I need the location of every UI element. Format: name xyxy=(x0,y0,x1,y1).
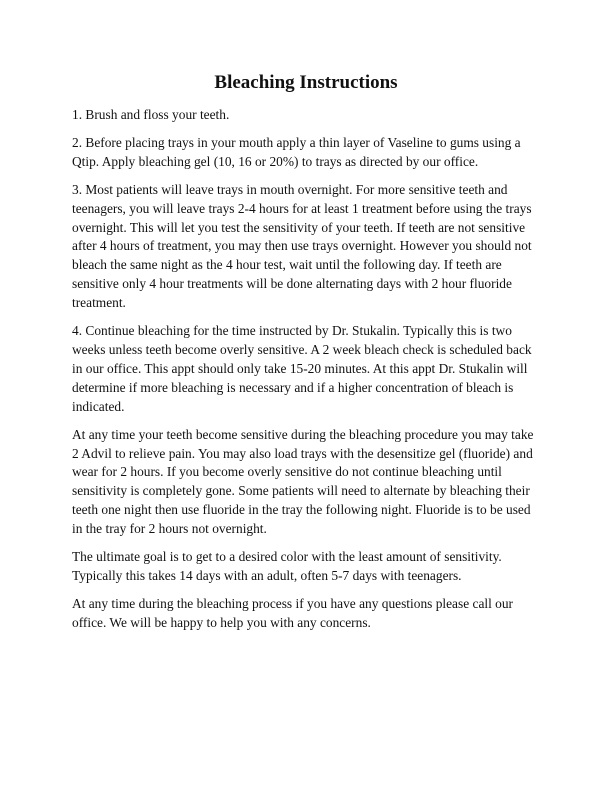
step-3-paragraph: 3. Most patients will leave trays in mouth overnight. For more sensitive teeth and teenagers, you will leave trays 2-4 hours for at least 1 treatment before using the trays overnight. This will let you test the sensitivity of your teeth. If teeth are not sensitive after 4 hours of treatment, you may then use trays overnight. However you should not bleach the same night as the 4 hour test, wait until the following day. If teeth are sensitive only 4 hour treatments will be done alternating days with 2 hour fluoride treatment. xyxy=(72,181,532,311)
document-title: Bleaching Instructions xyxy=(214,72,398,93)
sensitivity-paragraph: At any time your teeth become sensitive during the bleaching procedure you may take 2 Advil to relieve pain. You may also load trays with the desensitize gel (fluoride) and wear for 2 hours. If you become overly sensitive do not continue bleaching until sensitivity is completely gone. Some patients will need to alternate by bleaching their teeth one night then use fluoride in the tray the following night. Fluoride is to be used in the tray for 2 hours not overnight. xyxy=(72,426,534,537)
goal-paragraph: The ultimate goal is to get to a desired color with the least amount of sensitivity. Typically this takes 14 days with an adult, often 5-7 days with teenagers. xyxy=(72,549,502,583)
step-1-paragraph: 1. Brush and floss your teeth. xyxy=(72,107,230,122)
step-2-paragraph: 2. Before placing trays in your mouth apply a thin layer of Vaseline to gums using a Qtip. Apply bleaching gel (10, 16 or 20%) to trays as directed by our office. xyxy=(72,134,521,169)
contact-paragraph: At any time during the bleaching process if you have any questions please call our office. We will be happy to help you with any concerns. xyxy=(72,595,514,630)
step-4-paragraph: 4. Continue bleaching for the time instructed by Dr. Stukalin. Typically this is two weeks unless teeth become overly sensitive. A 2 week bleach check is scheduled back in our office. This appt should only take 15-20 minutes. At this appt Dr. Stukalin will determine if more bleaching is necessary and if a higher concentration of bleach is indicated. xyxy=(72,323,532,414)
document-body xyxy=(72,106,542,642)
